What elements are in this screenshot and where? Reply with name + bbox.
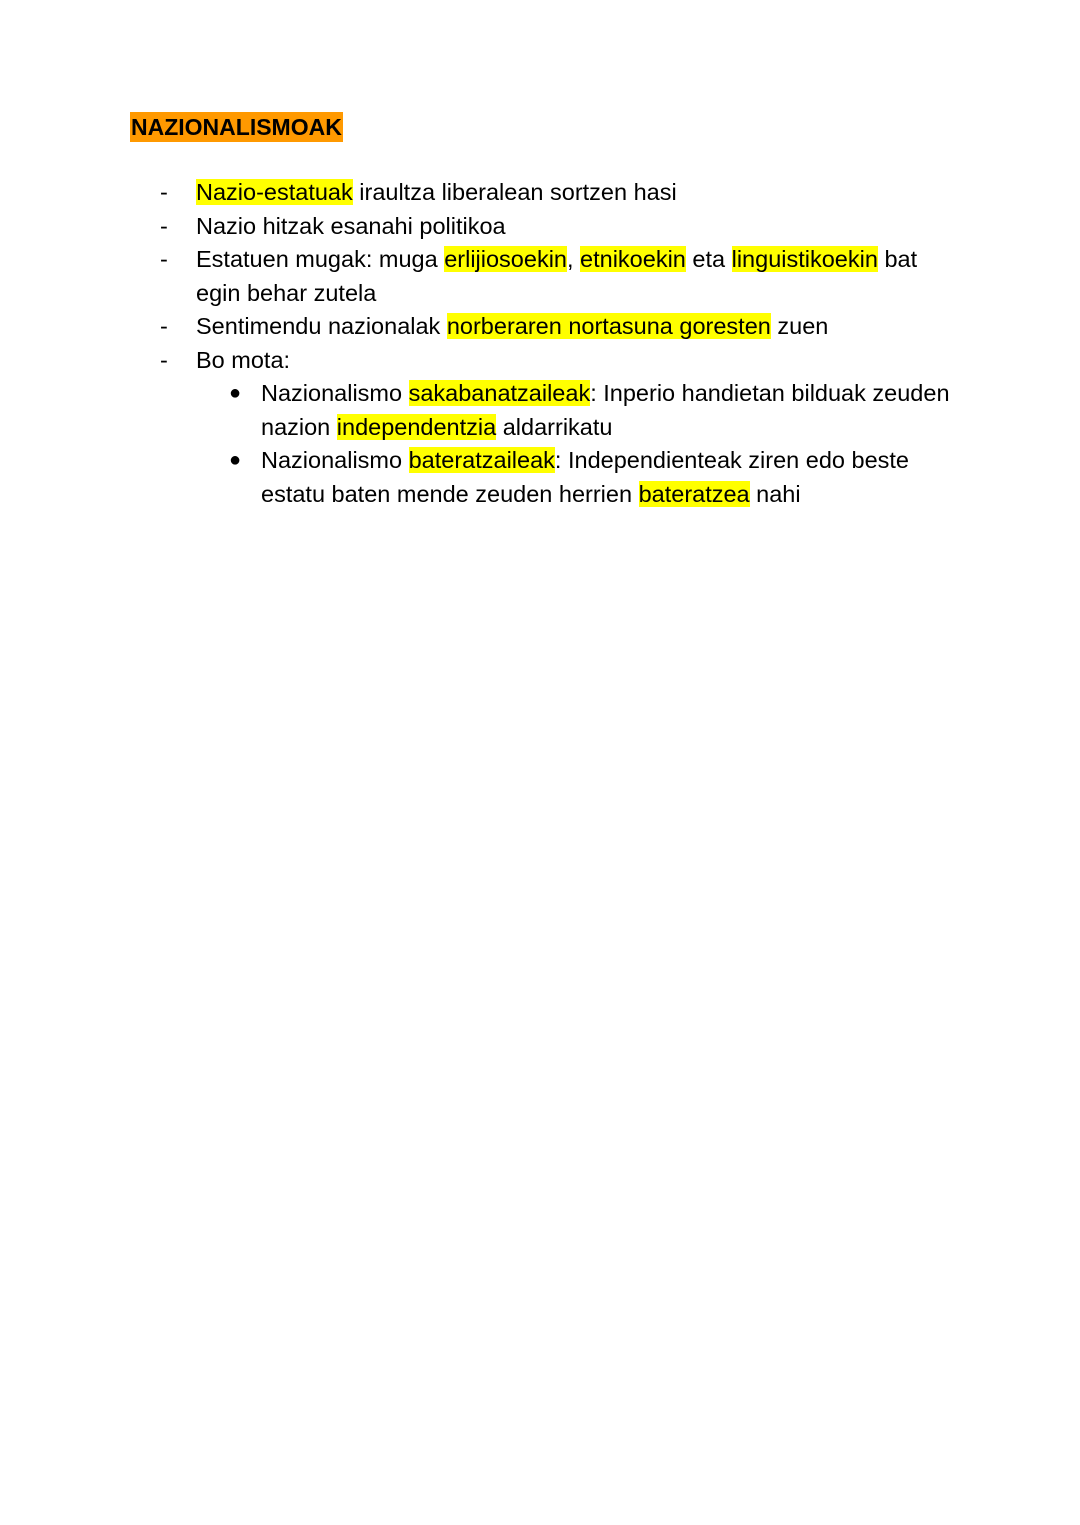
highlighted-text: independentzia <box>336 413 497 440</box>
list-item-text: Nazio hitzak esanahi politikoa <box>196 212 506 239</box>
sub-bullet-list <box>225 377 960 511</box>
list-item-text: nahi <box>749 480 801 507</box>
list-item <box>160 176 960 210</box>
list-item-text: iraultza liberalean sortzen hasi <box>352 179 677 205</box>
highlighted-text: linguistikoekin <box>731 246 878 272</box>
highlighted-text: bateratzea <box>638 480 750 507</box>
list-item-text: Nazionalismo <box>261 380 409 406</box>
list-item <box>160 210 960 244</box>
highlighted-text: bateratzaileak <box>408 447 555 473</box>
bullet-list <box>160 176 960 511</box>
list-item-text: eta <box>685 246 732 272</box>
list-item <box>160 243 960 310</box>
highlighted-text: norberaren nortasuna goresten <box>446 313 771 339</box>
list-item-text: , <box>566 246 581 272</box>
highlighted-text: etnikoekin <box>580 246 686 272</box>
list-item-text: Bo mota: <box>196 346 291 373</box>
highlighted-text: Nazio-estatuak <box>196 179 353 205</box>
highlighted-text: sakabanatzaileak <box>408 380 591 406</box>
list-item <box>160 310 960 344</box>
list-item-text: zuen <box>770 313 829 339</box>
sub-list-item <box>225 377 960 444</box>
list-item-text: : Inperio handietan bilduak zeuden nazion <box>261 380 950 440</box>
list-item-text: : Independienteak ziren edo beste estatu baten mende zeuden herrien <box>261 447 909 507</box>
list-item <box>160 344 960 378</box>
list-item-text: Estatuen mugak: muga <box>196 246 445 272</box>
list-item-text: Nazionalismo <box>261 447 409 473</box>
dash-marker: - <box>160 179 168 205</box>
page-title: NAZIONALISMOAK <box>131 114 342 140</box>
sub-list-item <box>225 444 960 511</box>
list-item-text: Sentimendu nazionalak <box>196 313 447 339</box>
bullet-marker: ● <box>229 449 242 471</box>
highlighted-text: erlijiosoekin <box>444 246 567 272</box>
dash-marker: - <box>160 313 168 339</box>
list-item-text: bat egin behar zutela <box>196 246 918 306</box>
dash-marker: - <box>160 212 168 239</box>
dash-marker: - <box>160 346 168 373</box>
bullet-marker: ● <box>229 382 242 404</box>
dash-marker: - <box>160 246 168 272</box>
list-item-text: aldarrikatu <box>496 413 613 440</box>
